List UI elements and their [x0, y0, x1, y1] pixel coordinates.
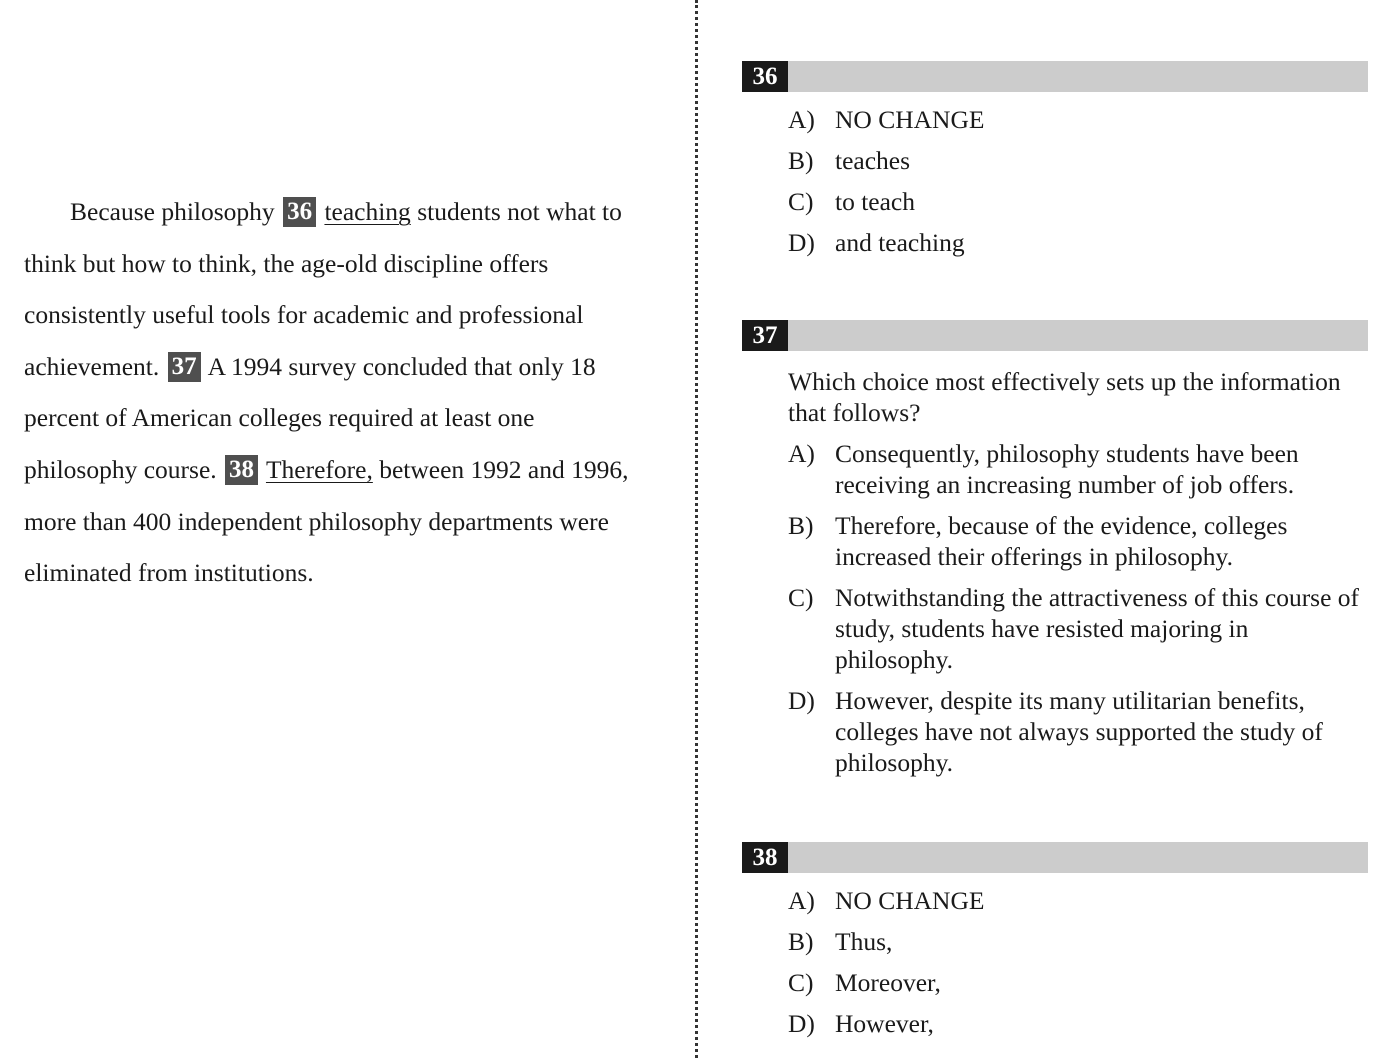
- answer-choice-a[interactable]: [788, 104, 1368, 135]
- answer-choice-c[interactable]: [788, 186, 1368, 217]
- answer-choice-d[interactable]: [788, 1008, 1368, 1039]
- choice-letter: B): [788, 511, 814, 540]
- question-number-badge: 36: [742, 61, 788, 92]
- passage-segment: A 1994 survey concluded that only 18 percent of American colleges required at least one philosophy course.: [24, 351, 596, 484]
- question-37-marker[interactable]: 37: [168, 352, 201, 382]
- question-header-bar: [742, 842, 1368, 873]
- choice-text: Moreover,: [835, 968, 941, 997]
- answer-choices: [788, 104, 1368, 258]
- question-header-bar: [742, 320, 1368, 351]
- underlined-text-36[interactable]: teaching: [324, 197, 411, 226]
- choice-letter: C): [788, 187, 814, 216]
- choice-letter: A): [788, 886, 815, 915]
- passage-segment: Because philosophy: [70, 197, 275, 226]
- choice-letter: A): [788, 105, 815, 134]
- choice-letter: D): [788, 686, 815, 715]
- answer-choices: [788, 438, 1368, 778]
- choice-letter: A): [788, 439, 815, 468]
- question-number-badge: 38: [742, 842, 788, 873]
- question-36-marker[interactable]: 36: [283, 197, 316, 227]
- choice-letter: B): [788, 927, 814, 956]
- passage-segment: students not what to think but how to think, the age-old discipline offers consistently useful tools for academic and professional achievement.: [24, 197, 622, 381]
- answer-choices: [788, 885, 1368, 1039]
- answer-choice-b[interactable]: [788, 145, 1368, 176]
- answer-choice-a[interactable]: [788, 885, 1368, 916]
- choice-text: Therefore, because of the evidence, colleges increased their offerings in philosophy.: [835, 511, 1288, 571]
- question-37: [742, 320, 1368, 788]
- passage: [24, 186, 644, 599]
- question-stem: Which choice most effectively sets up the information that follows?: [788, 367, 1341, 427]
- answer-choice-b[interactable]: [788, 926, 1368, 957]
- choice-text: However, despite its many utilitarian benefits, colleges have not always supported the study of philosophy.: [835, 686, 1323, 777]
- choice-text: teaches: [835, 146, 911, 175]
- question-number-badge: 37: [742, 320, 788, 351]
- choice-text: However,: [835, 1009, 934, 1038]
- answer-choice-c[interactable]: [788, 582, 1368, 675]
- question-38: [742, 842, 1368, 1049]
- passage-segment: between 1992 and 1996, more than 400 independent philosophy departments were eliminated from institutions.: [24, 454, 629, 588]
- column-divider: [695, 0, 698, 1058]
- choice-text: and teaching: [835, 228, 965, 257]
- question-38-marker[interactable]: 38: [225, 455, 258, 485]
- choice-letter: D): [788, 1009, 815, 1038]
- choice-text: Notwithstanding the attractiveness of this course of study, students have resisted majoring in philosophy.: [835, 583, 1360, 674]
- answer-choice-d[interactable]: [788, 227, 1368, 258]
- choice-letter: C): [788, 968, 814, 997]
- passage-paragraph: [24, 186, 644, 599]
- choice-text: NO CHANGE: [835, 105, 985, 134]
- question-header-bar: [742, 61, 1368, 92]
- answer-choice-b[interactable]: [788, 510, 1368, 572]
- answer-choice-d[interactable]: [788, 685, 1368, 778]
- choice-letter: C): [788, 583, 814, 612]
- answer-choice-a[interactable]: [788, 438, 1368, 500]
- choice-text: to teach: [835, 187, 915, 216]
- choice-letter: B): [788, 146, 814, 175]
- answer-choice-c[interactable]: [788, 967, 1368, 998]
- choice-text: Consequently, philosophy students have been receiving an increasing number of job offers.: [835, 439, 1299, 499]
- choice-text: Thus,: [835, 927, 893, 956]
- choice-text: NO CHANGE: [835, 886, 985, 915]
- choice-letter: D): [788, 228, 815, 257]
- question-36: [742, 61, 1368, 268]
- underlined-text-38[interactable]: Therefore,: [265, 454, 373, 484]
